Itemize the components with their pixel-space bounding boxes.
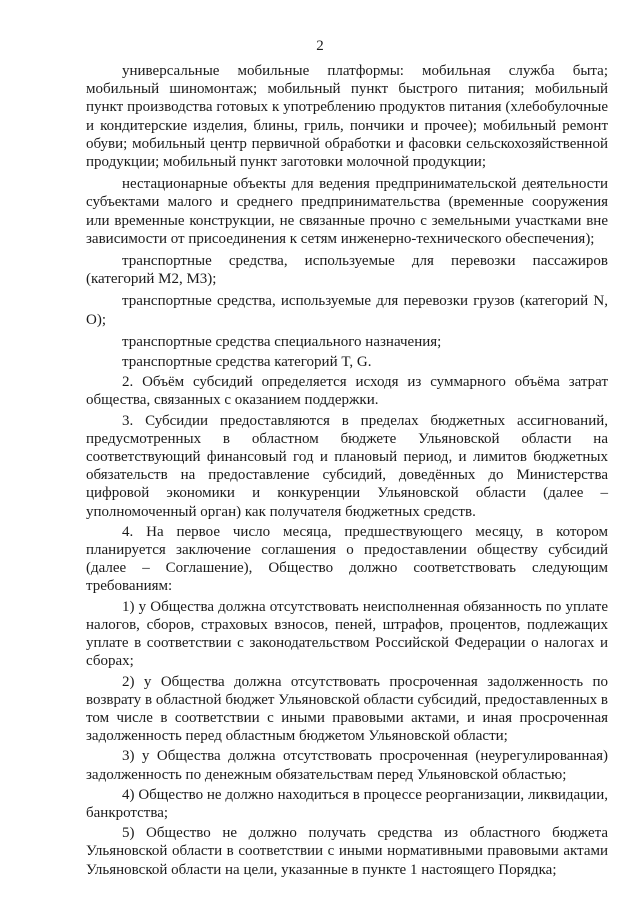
paragraph-requirement-5: 5) Общество не должно получать средства из областного бюджета Ульяновской области в соответствии с иными нормативными правовыми актами Ульяновской области на цели, указанные в пункте 1 настоящего Порядка; (86, 825, 608, 878)
document-body (86, 62, 608, 881)
paragraph-requirement-3: 3) у Общества должна отсутствовать просроченная (неурегулированная) задолженность по денежным обязательствам перед Ульяновской областью; (86, 748, 608, 783)
paragraph-nonstationary-objects: нестационарные объекты для ведения предпринимательской деятельности субъектами малого и среднего предпринимательства (временные сооружения или временные конструкции, не связанные прочно с земельными участками вне зависимости от присоединения к сетям инженерно-технического обеспечения); (86, 176, 608, 247)
paragraph-passenger-transport: транспортные средства, используемые для перевозки пассажиров (категорий M2, M3); (86, 253, 608, 288)
paragraph-mobile-platforms: универсальные мобильные платформы: мобильная служба быта; мобильный шиномонтаж; мобильный пункт быстрого питания; мобильный пункт производства готовых к употреблению продуктов питания (хлебобулочные и кондитерские изделия, блины, гриль, пончики и прочее); мобильный ремонт обуви; мобильный центр первичной обработки и фасовки сельскохозяйственной продукции; мобильный пункт заготовки молочной продукции; (86, 63, 608, 171)
paragraph-requirement-2: 2) у Общества должна отсутствовать просроченная задолженность по возврату в областной бюджет Ульяновской области субсидий, предоставленных в том числе в соответствии с иными правовыми актами, и иная просроченная задолженность перед областным бюджетом Ульяновской области; (86, 673, 608, 745)
paragraph-item-3: 3. Субсидии предоставляются в пределах бюджетных ассигнований, предусмотренных в областном бюджете Ульяновской области на соответствующий финансовый год и плановый период, и лимитов бюджетных обязательств на предоставление субсидий, доведённых до Министерства цифровой экономики и конкуренции Ульяновской области (далее – уполномоченный орган) как получателя бюджетных средств. (86, 412, 608, 520)
paragraph-item-2: 2. Объём субсидий определяется исходя из суммарного объёма затрат общества, связанных с оказанием поддержки. (86, 374, 608, 409)
paragraph-cargo-transport: транспортные средства, используемые для перевозки грузов (категорий N, O); (86, 293, 608, 328)
paragraph-special-transport: транспортные средства специального назначения; (122, 333, 442, 350)
page-number: 2 (316, 38, 324, 54)
paragraph-requirement-1: 1) у Общества должна отсутствовать неисполненная обязанность по уплате налогов, сборов, страховых взносов, пеней, штрафов, процентов, подлежащих уплате в соответствии с законодательством Российской Федерации о налогах и сборах; (86, 598, 608, 670)
paragraph-requirement-4: 4) Общество не должно находиться в процессе реорганизации, ликвидации, банкротства; (86, 786, 608, 821)
paragraph-item-4: 4. На первое число месяца, предшествующего месяцу, в котором планируется заключение соглашения о предоставлении обществу субсидий (далее – Соглашение), Общество должно соответствовать следующим требованиям: (86, 523, 608, 595)
paragraph-category-tg: транспортные средства категорий T, G. (122, 354, 372, 371)
